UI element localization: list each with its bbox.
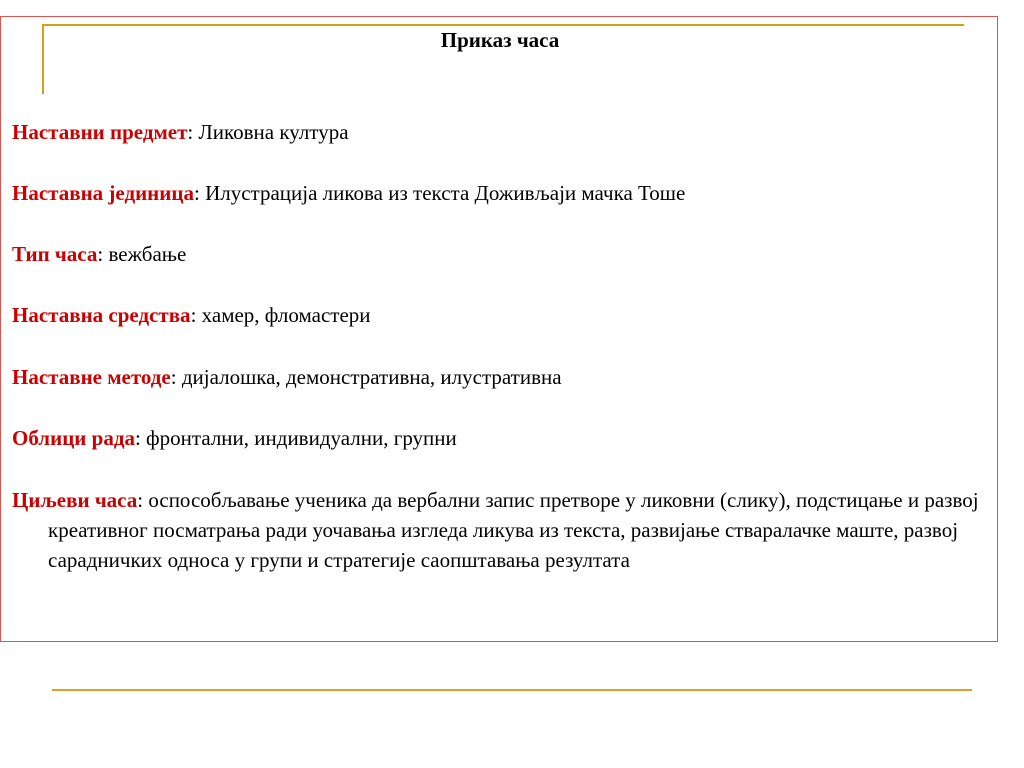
- field-subject: [12, 117, 349, 147]
- field-value: Ликовна култура: [198, 120, 349, 144]
- field-label: Наставне методе: [12, 365, 171, 389]
- field-separator: :: [193, 181, 206, 205]
- field-label: Облици рада: [12, 426, 135, 450]
- field-value: вежбање: [108, 242, 187, 266]
- field-label: Тип часа: [12, 242, 98, 266]
- field-separator: :: [97, 242, 109, 266]
- field-teaching-methods: [12, 362, 562, 392]
- field-lesson-type: [12, 239, 186, 269]
- field-separator: :: [187, 120, 199, 144]
- field-label: Наставна јединица: [12, 181, 194, 205]
- field-teaching-aids: [12, 300, 371, 330]
- field-value: оспособљавање ученика да вербални запис претворе у ликовни (слику), подстицање и развој креативног посматрања ради уочавања изгледа ликува из текста, развијање стваралачке маште, развој сарадничких односа у групи и стратегије саопштавања резултата: [48, 488, 979, 572]
- field-value: хамер, фломастери: [201, 303, 371, 327]
- field-label: Наставни предмет: [12, 120, 188, 144]
- field-label: Циљеви часа: [12, 488, 138, 512]
- bottom-accent-line: [52, 689, 972, 691]
- field-value: фронтални, индивидуални, групни: [146, 426, 457, 450]
- field-work-forms: [12, 423, 457, 453]
- field-separator: :: [170, 365, 182, 389]
- field-separator: :: [137, 488, 149, 512]
- field-value: Илустрација ликова из текста Доживљаји мачка Тоше: [205, 181, 686, 205]
- field-separator: :: [190, 303, 202, 327]
- page-title: Приказ часа: [440, 28, 560, 52]
- field-label: Наставна средства: [12, 303, 191, 327]
- field-lesson-goals: [12, 485, 1018, 575]
- field-value: дијалошка, демонстративна, илустративна: [181, 365, 562, 389]
- field-separator: :: [134, 426, 147, 450]
- field-lesson-unit: [12, 178, 685, 208]
- top-accent-line: [42, 24, 964, 26]
